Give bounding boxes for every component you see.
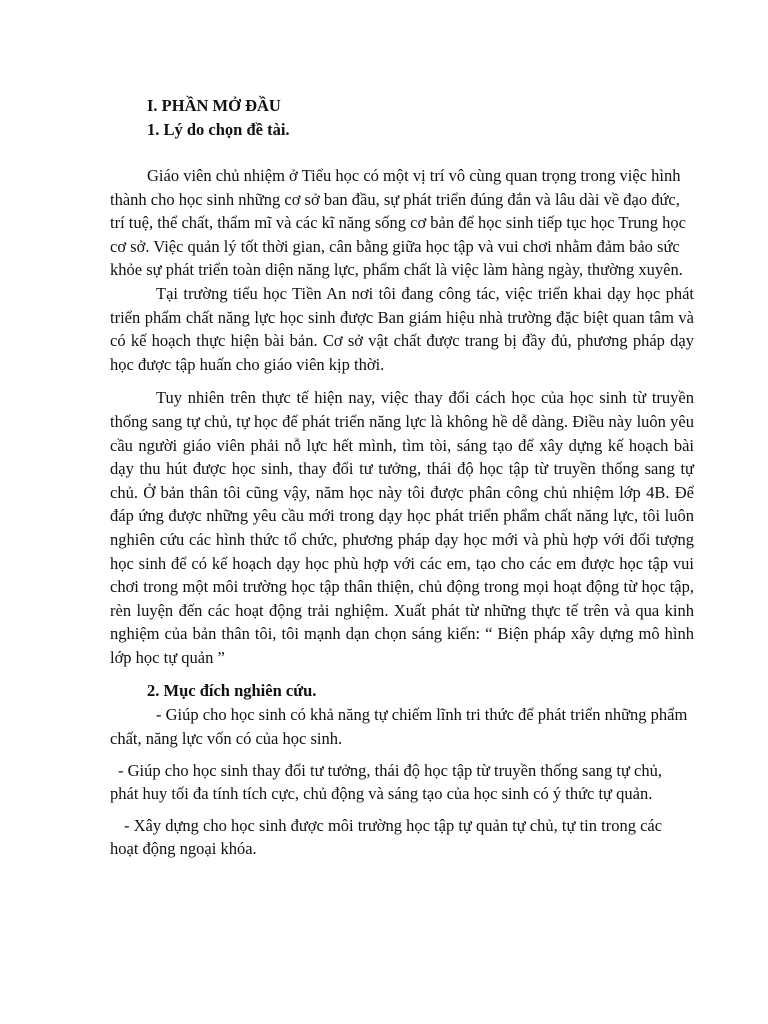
section-heading: I. PHẦN MỞ ĐẦU — [147, 96, 281, 115]
subsection-heading-reason: 1. Lý do chọn đề tài. — [147, 120, 290, 139]
purpose-item-2: - Giúp cho học sinh thay đổi tư tưởng, thái độ học tập từ truyền thống sang tự chủ, phát huy tối đa tính tích cực, chủ động và sáng tạo của học sinh có ý thức tự quản. — [110, 760, 663, 804]
spacer — [110, 142, 694, 164]
purpose-item-3: - Xây dựng cho học sinh được môi trường học tập tự quản tự chủ, tự tin trong các hoạt động ngoại khóa. — [110, 815, 663, 859]
purpose-item-1: - Giúp cho học sinh có khả năng tự chiếm lĩnh tri thức để phát triển những phẩm chất, năng lực vốn có của học sinh. — [110, 705, 688, 749]
paragraph-intro: Giáo viên chủ nhiệm ở Tiểu học có một vị trí vô cùng quan trọng trong việc hình thành cho học sinh những cơ sở ban đầu, sự phát triển đúng đắn và lâu dài về đạo đức, trí tuệ, thể chất, thẩm mĩ và các kĩ năng sống cơ bản để học sinh tiếp tục học Trung học cơ sở. Việc quản lý tốt thời gian, cân bằng giữa học tập và vui chơi nhằm đảm bảo sức khỏe sự phát triển toàn diện năng lực, phẩm chất là việc làm hàng ngày, thường xuyên. — [110, 166, 687, 280]
paragraph-school: Tại trường tiểu học Tiền An nơi tôi đang công tác, việc triển khai dạy học phát triển phẩm chất năng lực học sinh được Ban giám hiệu nhà trường đặc biệt quan tâm và có kế hoạch thực hiện bài bản. Cơ sở vật chất được trang bị đầy đủ, phương pháp dạy học được tập huấn cho giáo viên kịp thời. — [110, 283, 694, 374]
subsection-heading-purpose: 2. Mục đích nghiên cứu. — [147, 681, 317, 701]
paragraph-reality: Tuy nhiên trên thực tế hiện nay, việc thay đổi cách học của học sinh từ truyền thống sang tự chủ, tự học để phát triển năng lực là không hề dễ dàng. Điều này luôn yêu cầu người giáo viên phải nỗ lực hết mình, tìm tòi, sáng tạo để xây dựng kế hoạch bài dạy thu hút được học sinh, thay đổi tư tưởng, thái độ học tập từ truyền thống sang tự chủ. Ở bản thân tôi cũng vậy, năm học này tôi được phân công chủ nhiệm lớp 4B. Để đáp ứng được những yêu cầu mới trong dạy học phát triển phẩm chất năng lực, tôi luôn nghiên cứu các hình thức tổ chức, phương pháp dạy học mới và phù hợp với đối tượng học sinh để có kế hoạch dạy học phù hợp với các em, tạo cho các em được học tập vui chơi trong một môi trường học tập thân thiện, chủ động trong mọi hoạt động từ học tập, rèn luyện đến các hoạt động trải nghiệm. Xuất phát từ những thực tế trên và qua kinh nghiệm của bản thân tôi, tôi mạnh dạn chọn sáng kiến: “ Biện pháp xây dựng mô hình lớp học tự quản ” — [110, 388, 694, 667]
